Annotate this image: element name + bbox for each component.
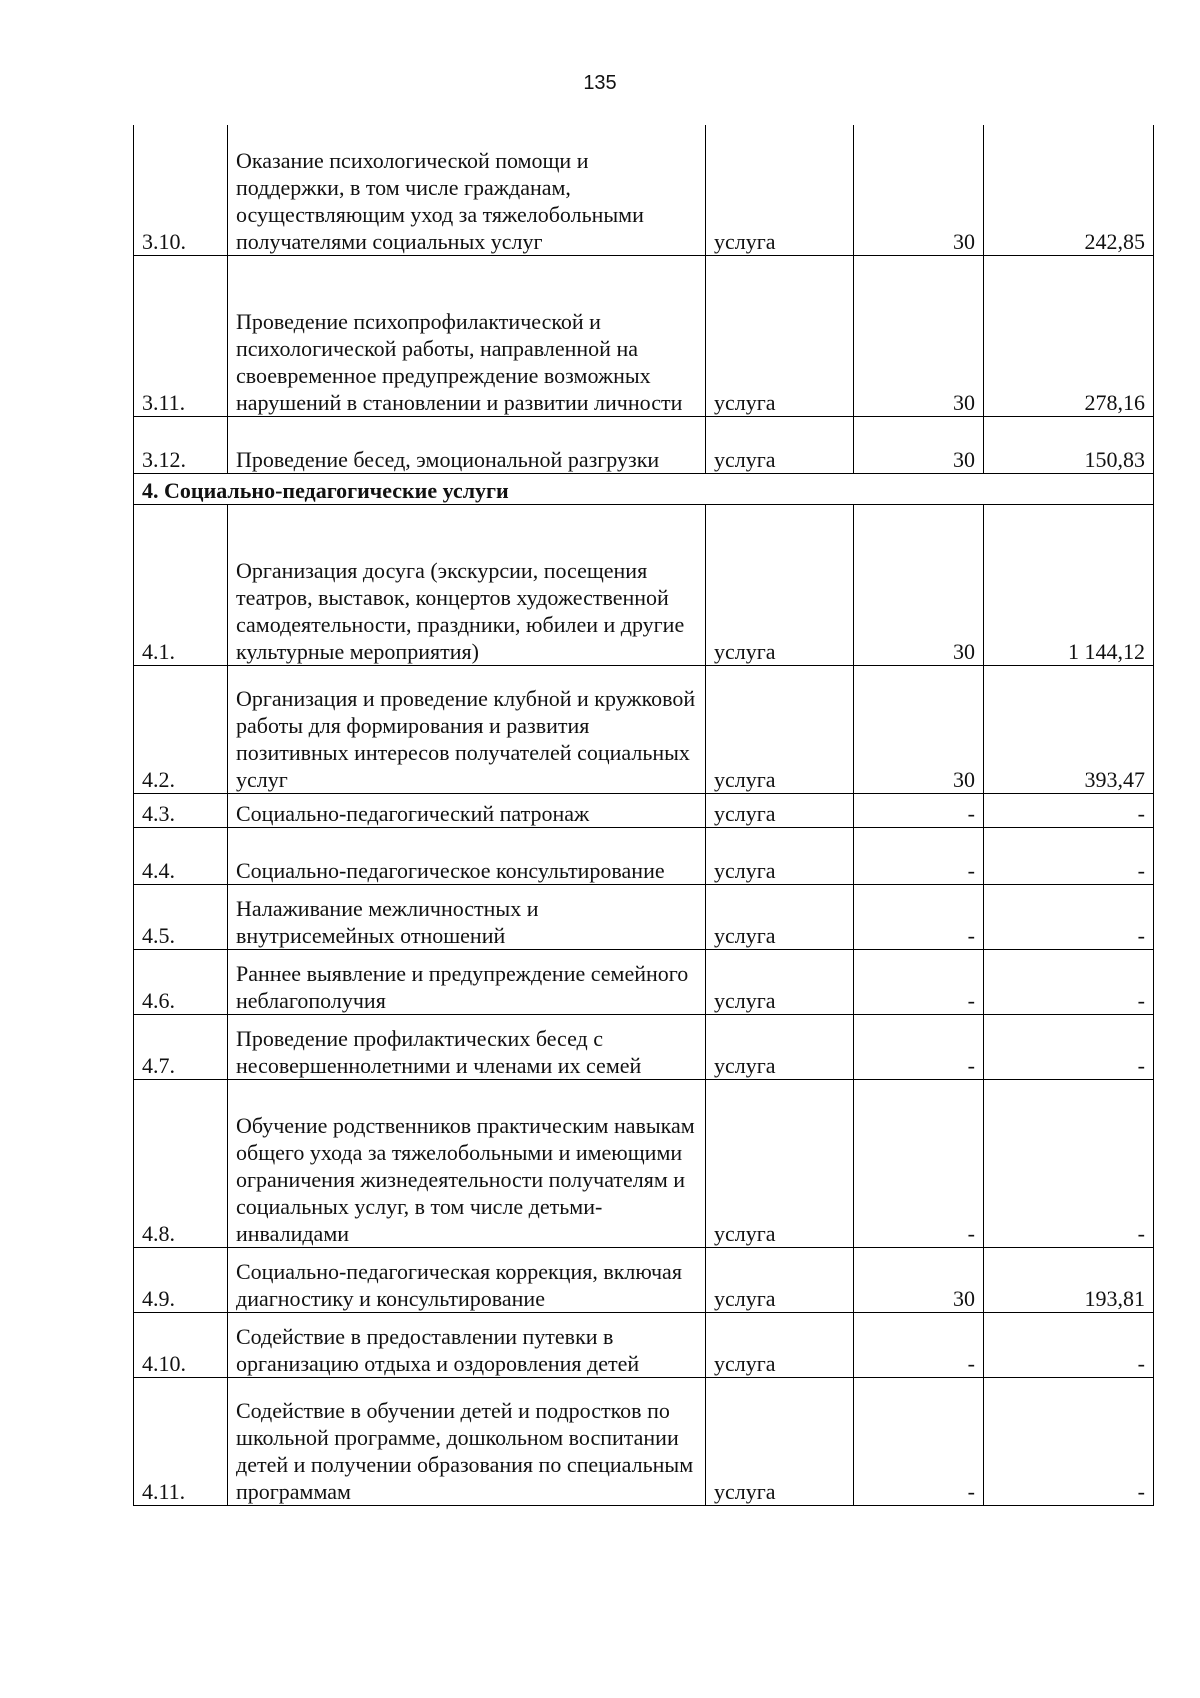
table-row bbox=[134, 125, 1154, 255]
quantity: - bbox=[854, 793, 984, 827]
quantity: - bbox=[854, 1079, 984, 1247]
row-number: 4.10. bbox=[134, 1312, 228, 1377]
quantity: - bbox=[854, 1377, 984, 1505]
service-name: Оказание психологической помощи и поддержки, в том числе гражданам, осуществляющим уход за тяжелобольными получателями социальных услуг bbox=[228, 125, 706, 255]
table-row bbox=[134, 884, 1154, 949]
services-table bbox=[133, 125, 1154, 1506]
section-row bbox=[134, 473, 1154, 504]
unit: услуга bbox=[706, 1079, 854, 1247]
price: 193,81 bbox=[984, 1247, 1154, 1312]
section-title: 4. Социально-педагогические услуги bbox=[134, 473, 1154, 504]
price: 393,47 bbox=[984, 665, 1154, 793]
quantity: 30 bbox=[854, 665, 984, 793]
row-number: 4.1. bbox=[134, 504, 228, 665]
service-name: Социально-педагогическое консультирование bbox=[228, 827, 706, 884]
unit: услуга bbox=[706, 1247, 854, 1312]
row-number: 3.10. bbox=[134, 125, 228, 255]
quantity: 30 bbox=[854, 1247, 984, 1312]
quantity: 30 bbox=[854, 125, 984, 255]
table-row bbox=[134, 1014, 1154, 1079]
price: 242,85 bbox=[984, 125, 1154, 255]
price: - bbox=[984, 827, 1154, 884]
unit: услуга bbox=[706, 665, 854, 793]
service-name: Проведение бесед, эмоциональной разгрузки bbox=[228, 416, 706, 473]
service-name: Налаживание межличностных и внутрисемейных отношений bbox=[228, 884, 706, 949]
row-number: 4.11. bbox=[134, 1377, 228, 1505]
row-number: 3.12. bbox=[134, 416, 228, 473]
service-name: Проведение профилактических бесед с несовершеннолетними и членами их семей bbox=[228, 1014, 706, 1079]
row-number: 4.4. bbox=[134, 827, 228, 884]
unit: услуга bbox=[706, 793, 854, 827]
price: - bbox=[984, 1014, 1154, 1079]
price: 278,16 bbox=[984, 255, 1154, 416]
quantity: - bbox=[854, 827, 984, 884]
row-number: 4.7. bbox=[134, 1014, 228, 1079]
table-row bbox=[134, 504, 1154, 665]
unit: услуга bbox=[706, 255, 854, 416]
unit: услуга bbox=[706, 416, 854, 473]
service-name: Социально-педагогическая коррекция, включая диагностику и консультирование bbox=[228, 1247, 706, 1312]
row-number: 3.11. bbox=[134, 255, 228, 416]
table-row bbox=[134, 1247, 1154, 1312]
service-name: Содействие в обучении детей и подростков по школьной программе, дошкольном воспитании детей и получении образования по специальным программам bbox=[228, 1377, 706, 1505]
unit: услуга bbox=[706, 1312, 854, 1377]
table-row bbox=[134, 1377, 1154, 1505]
service-name: Обучение родственников практическим навыкам общего ухода за тяжелобольными и имеющими ограничения жизнедеятельности получателям и социальных услуг, в том числе детьми-инвалидами bbox=[228, 1079, 706, 1247]
row-number: 4.6. bbox=[134, 949, 228, 1014]
quantity: - bbox=[854, 884, 984, 949]
service-name: Проведение психопрофилактической и психологической работы, направленной на своевременное предупреждение возможных нарушений в становлении и развитии личности bbox=[228, 255, 706, 416]
price: 1 144,12 bbox=[984, 504, 1154, 665]
service-name: Раннее выявление и предупреждение семейного неблагополучия bbox=[228, 949, 706, 1014]
price: - bbox=[984, 793, 1154, 827]
unit: услуга bbox=[706, 949, 854, 1014]
row-number: 4.3. bbox=[134, 793, 228, 827]
service-name: Социально-педагогический патронаж bbox=[228, 793, 706, 827]
unit: услуга bbox=[706, 504, 854, 665]
table-row bbox=[134, 255, 1154, 416]
table-row bbox=[134, 827, 1154, 884]
price: - bbox=[984, 884, 1154, 949]
price: - bbox=[984, 1079, 1154, 1247]
price: 150,83 bbox=[984, 416, 1154, 473]
row-number: 4.2. bbox=[134, 665, 228, 793]
quantity: - bbox=[854, 949, 984, 1014]
unit: услуга bbox=[706, 1014, 854, 1079]
quantity: - bbox=[854, 1014, 984, 1079]
table-row bbox=[134, 1079, 1154, 1247]
service-name: Содействие в предоставлении путевки в организацию отдыха и оздоровления детей bbox=[228, 1312, 706, 1377]
service-name: Организация досуга (экскурсии, посещения театров, выставок, концертов художественной самодеятельности, праздники, юбилеи и другие культурные мероприятия) bbox=[228, 504, 706, 665]
price: - bbox=[984, 1312, 1154, 1377]
unit: услуга bbox=[706, 1377, 854, 1505]
quantity: 30 bbox=[854, 504, 984, 665]
quantity: 30 bbox=[854, 255, 984, 416]
row-number: 4.9. bbox=[134, 1247, 228, 1312]
unit: услуга bbox=[706, 827, 854, 884]
service-name: Организация и проведение клубной и кружковой работы для формирования и развития позитивных интересов получателей социальных услуг bbox=[228, 665, 706, 793]
table-row bbox=[134, 1312, 1154, 1377]
table-row bbox=[134, 949, 1154, 1014]
unit: услуга bbox=[706, 125, 854, 255]
quantity: - bbox=[854, 1312, 984, 1377]
page-number: 135 bbox=[583, 72, 617, 94]
row-number: 4.5. bbox=[134, 884, 228, 949]
price: - bbox=[984, 949, 1154, 1014]
row-number: 4.8. bbox=[134, 1079, 228, 1247]
table-row bbox=[134, 665, 1154, 793]
quantity: 30 bbox=[854, 416, 984, 473]
table-row bbox=[134, 793, 1154, 827]
table-row bbox=[134, 416, 1154, 473]
unit: услуга bbox=[706, 884, 854, 949]
price: - bbox=[984, 1377, 1154, 1505]
services-table-body bbox=[134, 125, 1154, 1505]
